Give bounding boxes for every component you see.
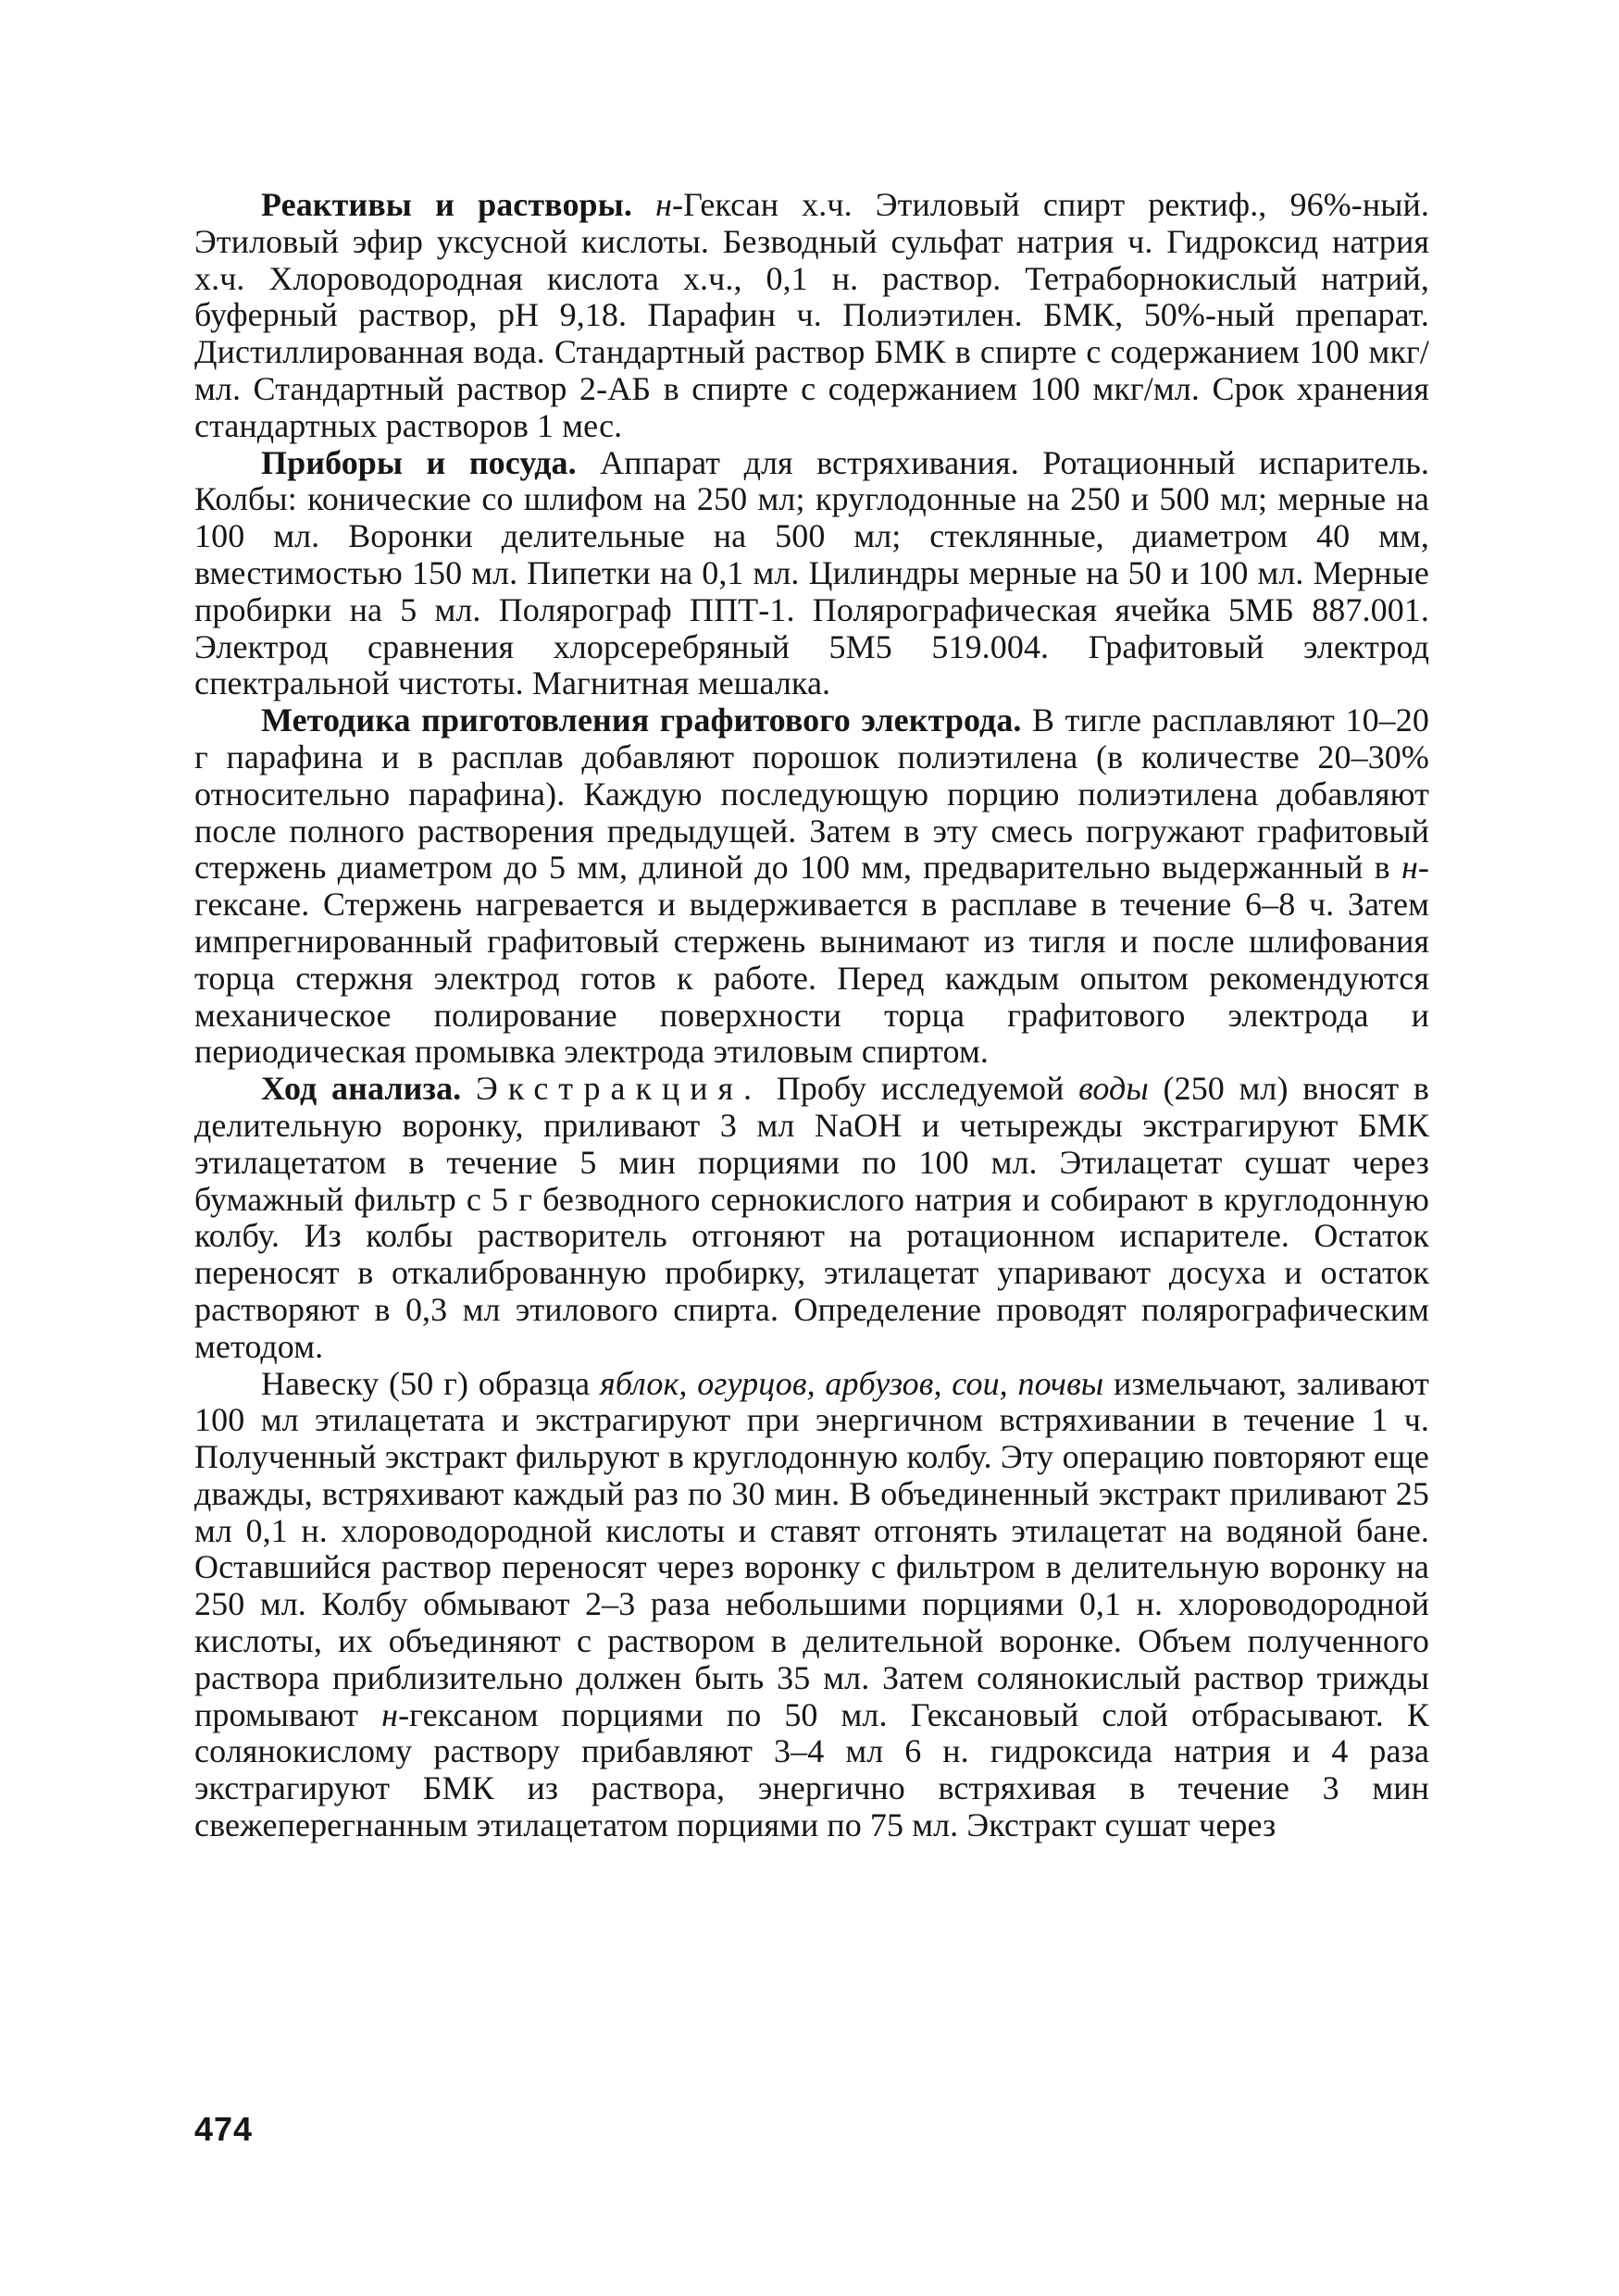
sample-text-3: -гексаном порциями по 50 мл. Гексановый слой отбрасывают. К солянокислому раствору прибавляют 3–4 мл 6 н. гидроксида натрия и 4 раза экстрагируют БМК из раствора, энергично встряхивая в течение 3 мин свежеперегнанным этилацетатом порциями по 75 мл. Экстракт сушат через — [194, 1695, 1429, 1844]
page-number: 474 — [194, 2110, 254, 2148]
analysis-paragraph — [194, 1071, 1429, 1365]
method-text-2: -гексане. Стержень нагревается и выдерживается в расплаве в течение 6–8 ч. Затем импрегнированный графитовый стержень вынимают из тигля и после шлифования торца стержня электрод готов к работе. Перед каждым опытом рекомендуются механическое полирование поверхности торца графитового электрода и периодическая промывка электрода этиловым спиртом. — [194, 849, 1429, 1071]
normal-prefix: н — [1401, 849, 1418, 887]
devices-heading: Приборы и посуда. — [261, 443, 577, 481]
reagents-text: -Гексан х.ч. Этиловый спирт ректиф., 96%-ный. Этиловый эфир уксусной кислоты. Безводный сульфат натрия ч. Гидроксид натрия х.ч. Хлороводородная кислота х.ч., 0,1 н. раствор. Тетраборнокислый натрий, буферный раствор, pH 9,18. Парафин ч. Полиэтилен. БМК, 50%-ный препарат. Дистиллированная вода. Стандартный раствор БМК в спирте с содержанием 100 мкг/мл. Стандартный раствор 2-АБ в спирте с содержанием 100 мкг/мл. Срок хранения стандартных растворов 1 мес. — [194, 186, 1429, 444]
normal-prefix: н — [381, 1695, 399, 1733]
analysis-text-1: Пробу исследуемой — [776, 1070, 1065, 1108]
reagents-heading: Реактивы и растворы. — [261, 186, 632, 223]
devices-text: Аппарат для встряхивания. Ротационный испаритель. Колбы: конические со шлифом на 250 мл; круглодонные на 250 и 500 мл; мерные на 100 мл. Воронки делительные на 500 мл; стеклянные, диаметром 40 мм, вместимостью 150 мл. Пипетки на 0,1 мл. Цилиндры мерные на 50 и 100 мл. Мерные пробирки на 5 мл. Полярограф ППТ-1. Полярографическая ячейка 5МБ 887.001. Электрод сравнения хлорсеребряный 5М5 519.004. Графитовый электрод спектральной чистоты. Магнитная мешалка. — [194, 443, 1430, 702]
sample-list: яблок, огурцов, арбузов, сои, почвы — [600, 1364, 1104, 1402]
reagents-paragraph — [194, 187, 1429, 445]
method-text-1: В тигле расплавляют 10–20 г парафина и в расплав добавляют порошок полиэтилена (в количестве 20–30% относительно парафина). Каждую последующую порцию полиэтилена добавляют после полного растворения предыдущей. Затем в эту смесь погружают графитовый стержень диаметром до 5 мм, длиной до 100 мм, предварительно выдержанный в — [194, 701, 1429, 887]
analysis-text-2: (250 мл) вносят в делительную воронку, приливают 3 мл NaOH и четырежды экстрагируют БМК этилацетатом в течение 5 мин порциями по 100 мл. Этилацетат сушат через бумажный фильтр с 5 г безводного сернокислого натрия и собирают в круглодонную колбу. Из колбы растворитель отгоняют на ротационном испарителе. Остаток переносят в откалиброванную пробирку, этилацетат упаривают досуха и остаток растворяют в 0,3 мл этилового спирта. Определение проводят полярографическим методом. — [194, 1070, 1430, 1365]
method-heading: Методика приготовления графитового электрода. — [261, 701, 1022, 739]
sample-text-1: Навеску (50 г) образца — [261, 1364, 591, 1402]
method-paragraph — [194, 702, 1429, 1071]
water-term: воды — [1078, 1070, 1149, 1108]
page-body — [194, 187, 1429, 1844]
sample-text-2: измельчают, заливают 100 мл этилацетата и экстрагируют при энергичном встряхивании в течение 1 ч. Полученный экстракт фильруют в круглодонную колбу. Эту операцию повторяют еще дважды, встряхивают каждый раз по 30 мин. В объединенный экстракт приливают 25 мл 0,1 н. хлороводородной кислоты и ставят отгонять этилацетат на водяной бане. Оставшийся раствор переносят через воронку с фильтром в делительную воронку на 250 мл. Колбу обмывают 2–3 раза небольшими порциями 0,1 н. хлороводородной кислоты, их объединяют с раствором в делительной воронке. Объем полученного раствора приблизительно должен быть 35 мл. Затем солянокислый раствор трижды промывают — [194, 1364, 1429, 1733]
devices-paragraph — [194, 445, 1429, 703]
sample-paragraph — [194, 1366, 1429, 1844]
normal-prefix: н — [655, 186, 673, 223]
analysis-heading: Ход анализа. — [261, 1070, 462, 1108]
extraction-subheading: Экстракция. — [475, 1070, 763, 1108]
